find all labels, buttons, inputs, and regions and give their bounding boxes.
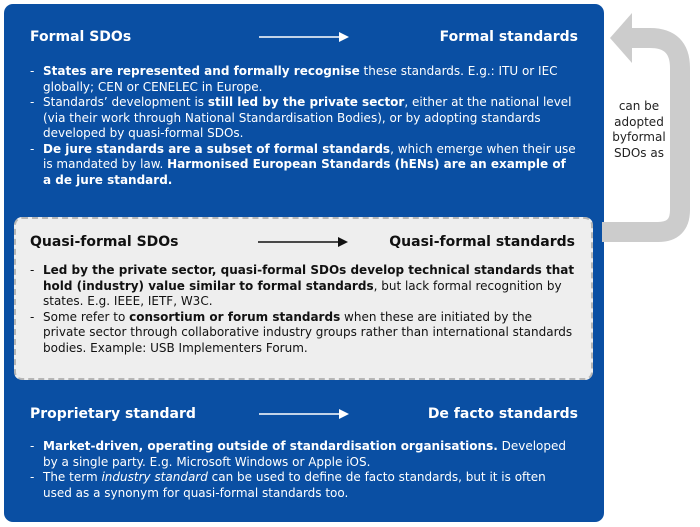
bold-text: still led by the private sector: [207, 95, 405, 109]
bold-text: Harmonised European Standards (hENs) are an example of a de jure standard.: [43, 157, 566, 187]
right-arrow-icon: [259, 31, 349, 43]
formal-sdos-label: Formal SDOs: [30, 29, 132, 45]
body-text: these standards. E.g.: ITU or IEC globally; CEN or CENELEC in Europe.: [43, 64, 558, 94]
proprietary-standard-label: Proprietary standard: [30, 406, 196, 422]
body-text: , either at the national level (via their work through National Standardisation Bodies), or by adopting standards developed by quasi-formal SDOs.: [43, 95, 572, 140]
side-line: byformal: [612, 130, 666, 144]
formal-bullets: [30, 64, 578, 188]
quasi-sdos-label: Quasi-formal SDOs: [30, 234, 179, 250]
italic-text: industry standard: [101, 470, 208, 484]
bold-text: Market-driven, operating outside of standardisation organisations.: [43, 439, 498, 453]
side-line: adopted: [614, 114, 664, 129]
right-arrow-icon: [259, 408, 349, 420]
side-line: SDOs as: [614, 145, 664, 160]
bullet-item: [30, 310, 575, 357]
bold-text: consortium or forum standards: [129, 309, 341, 324]
bullet-item: [30, 470, 578, 501]
body-text: Developed by a single party. E.g. Microsoft Windows or Apple iOS.: [43, 439, 566, 469]
bullet-item: [30, 263, 575, 310]
quasi-formal-section: [14, 217, 593, 380]
de-facto-standards-label: De facto standards: [427, 406, 578, 422]
body-text: when these are initiated by the private sector through collaborative industry groups rather than international standards bodies. Example: USB Implementers Forum.: [43, 309, 573, 355]
proprietary-bullets: [30, 439, 578, 501]
bold-text: Led by the private sector, quasi-formal SDOs develop technical standards that hold (industry) value similar to formal standards: [43, 263, 575, 293]
bullet-item: [30, 439, 578, 470]
bullet-item: [30, 64, 578, 95]
formal-section: [4, 4, 604, 214]
proprietary-section: [4, 388, 604, 522]
body-text: The term: [43, 470, 102, 484]
formal-header: [30, 26, 578, 48]
body-text: , but lack formal recognition by states. E.g. IEEE, IETF, W3C.: [43, 278, 562, 308]
formal-standards-label: Formal standards: [439, 29, 578, 45]
body-text: , which emerge when their use is mandated by law.: [43, 141, 576, 171]
quasi-standards-label: Quasi-formal standards: [389, 234, 575, 250]
side-annotation: [604, 99, 674, 161]
proprietary-header: [30, 403, 578, 425]
right-arrow-icon: [258, 236, 348, 248]
bold-text: States are represented and formally recognise: [43, 64, 360, 78]
quasi-bullets: [30, 263, 575, 356]
side-line: can be: [618, 99, 660, 113]
quasi-header: [30, 231, 575, 253]
bold-text: De jure standards are a subset of formal standards: [43, 141, 391, 156]
bullet-item: [30, 95, 578, 142]
body-text: Some refer to: [43, 309, 130, 324]
body-text: can be used to define de facto standards, but it is often used as a synonym for quasi-formal standards too.: [43, 470, 546, 500]
body-text: Standards’ development is: [43, 95, 208, 109]
bullet-item: [30, 142, 578, 189]
